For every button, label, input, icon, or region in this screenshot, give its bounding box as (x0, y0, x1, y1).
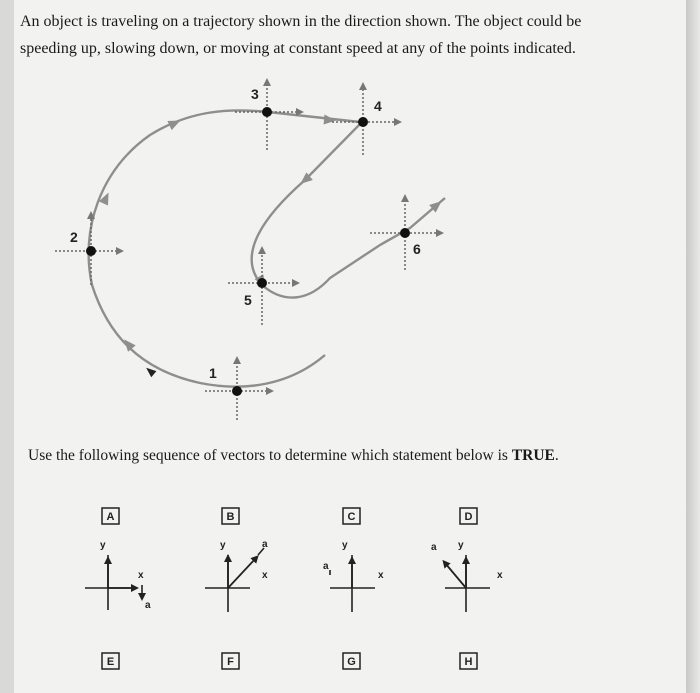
point-1-dot (232, 386, 242, 396)
axis-x-a: x (138, 570, 144, 581)
direction-arrow (120, 336, 135, 352)
vec-b-label: a (262, 539, 268, 550)
point-label-6: 6 (413, 241, 421, 257)
axis-x-c: x (378, 570, 384, 581)
instruction-prefix: Use the following sequence of vectors to determine which statement below is (28, 447, 512, 464)
question-line-2: speeding up, slowing down, or moving at constant speed at any of the points indicated. (20, 40, 576, 57)
point-2-dot (86, 246, 96, 256)
axis-y-a: y (100, 540, 106, 551)
point-6-dot (400, 228, 410, 238)
option-label-d: D (464, 511, 473, 523)
option-label-b: B (226, 511, 235, 523)
vec-c-label: a (323, 561, 329, 572)
instruction-text (28, 447, 559, 465)
vec-a-label: a (145, 600, 151, 611)
point-label-1: 1 (209, 365, 217, 381)
axis-y-c: y (342, 540, 348, 551)
point-label-3: 3 (251, 86, 259, 102)
option-label-e: E (106, 656, 115, 668)
option-label-g: G (347, 656, 356, 668)
option-label-c: C (347, 511, 356, 523)
instruction-suffix: . (554, 447, 559, 464)
direction-arrow (324, 114, 337, 125)
option-label-h: H (464, 656, 473, 668)
point-label-2: 2 (70, 229, 78, 245)
vec-d-label: a (431, 542, 437, 553)
question-line-1: An object is traveling on a trajectory shown in the direction shown. The object could be (20, 13, 582, 30)
point-3-dot (262, 107, 272, 117)
axis-x-d: x (497, 570, 503, 581)
instruction-bold: TRUE (511, 447, 555, 464)
axis-y-d: y (458, 540, 464, 551)
option-label-a: A (106, 511, 115, 523)
axis-x-b: x (262, 570, 268, 581)
point-5-dot (257, 278, 267, 288)
point-4-dot (358, 117, 368, 127)
trajectory-path (89, 110, 445, 386)
axis-y-b: y (220, 540, 226, 551)
point-label-4: 4 (374, 98, 382, 114)
point-label-5: 5 (244, 292, 252, 308)
option-label-f: F (227, 656, 234, 668)
direction-arrow (167, 116, 182, 130)
